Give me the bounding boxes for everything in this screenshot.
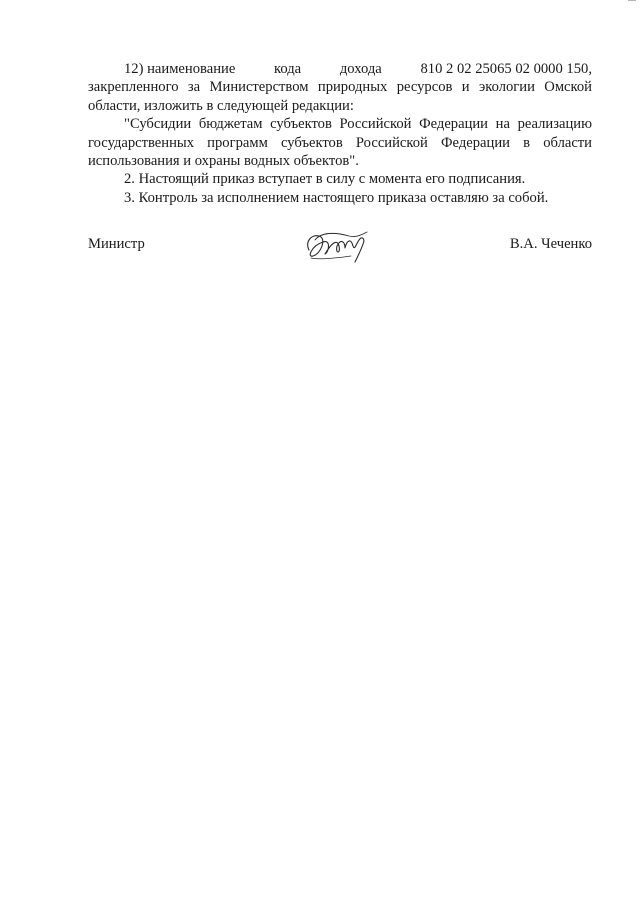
scan-artifact-mark [628,0,636,1]
item-12-continuation: закрепленного за Министерством природных ресурсов и экологии Омской области, изложить в следующей редакции: [88,79,592,114]
handwritten-signature [301,228,371,264]
item-2-paragraph: 2. Настоящий приказ вступает в силу с момента его подписания. [124,171,526,188]
item-12-first-line [88,60,592,78]
item-12-word: 12) наименование [124,61,236,77]
document-body [88,60,592,207]
signatory-title: Министр [88,236,145,252]
signature-block [88,232,592,272]
item-12-word: дохода [339,61,382,77]
item-12-word: 810 2 02 25065 02 0000 150, [420,61,592,77]
item-12-word: кода [274,61,302,77]
quoted-revenue-name: "Субсидии бюджетам субъектов Российской Федерации на реализацию государственных программ субъектов Российской Федерации в области использования и охраны водных объектов". [88,116,592,170]
item-3-paragraph: 3. Контроль за исполнением настоящего приказа оставляю за собой. [124,189,549,206]
signatory-name: В.А. Чеченко [509,236,592,252]
